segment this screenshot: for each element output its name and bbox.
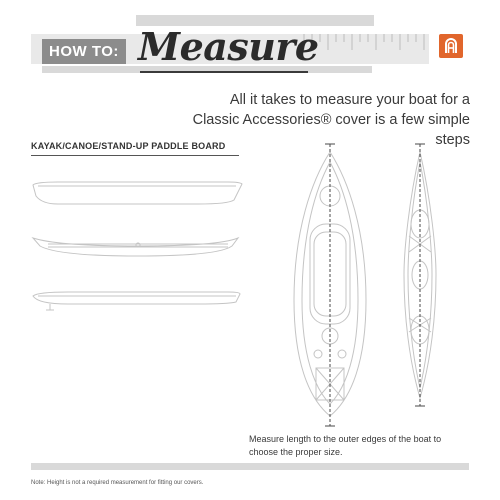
section-title: KAYAK/CANOE/STAND-UP PADDLE BOARD bbox=[31, 141, 226, 151]
paddleboard-side-profile bbox=[33, 292, 240, 310]
intro-line-1: All it takes to measure your boat for a bbox=[229, 92, 470, 108]
canoe-top-view bbox=[395, 140, 445, 410]
page-title: Measure bbox=[138, 24, 319, 69]
side-profiles bbox=[28, 170, 248, 320]
footnote: Note: Height is not a required measurement for fitting our covers. bbox=[31, 480, 204, 486]
kayak-side-profile bbox=[33, 182, 242, 204]
intro-line-2: Classic Accessories® cover is a few simple steps bbox=[192, 112, 470, 148]
classic-accessories-logo-icon bbox=[439, 34, 463, 58]
title-underline bbox=[140, 71, 308, 73]
how-to-label: HOW TO: bbox=[49, 43, 119, 60]
ruler-ticks bbox=[300, 34, 430, 64]
canoe-side-profile bbox=[33, 238, 238, 256]
section-rule bbox=[31, 155, 239, 156]
instruction-line-1: Measure length to the outer edges of the boat to bbox=[249, 434, 442, 444]
footer-bar bbox=[31, 463, 469, 470]
instruction-line-2: choose the proper size. bbox=[249, 447, 343, 457]
kayak-top-view bbox=[272, 140, 392, 440]
measure-instruction bbox=[249, 433, 479, 459]
